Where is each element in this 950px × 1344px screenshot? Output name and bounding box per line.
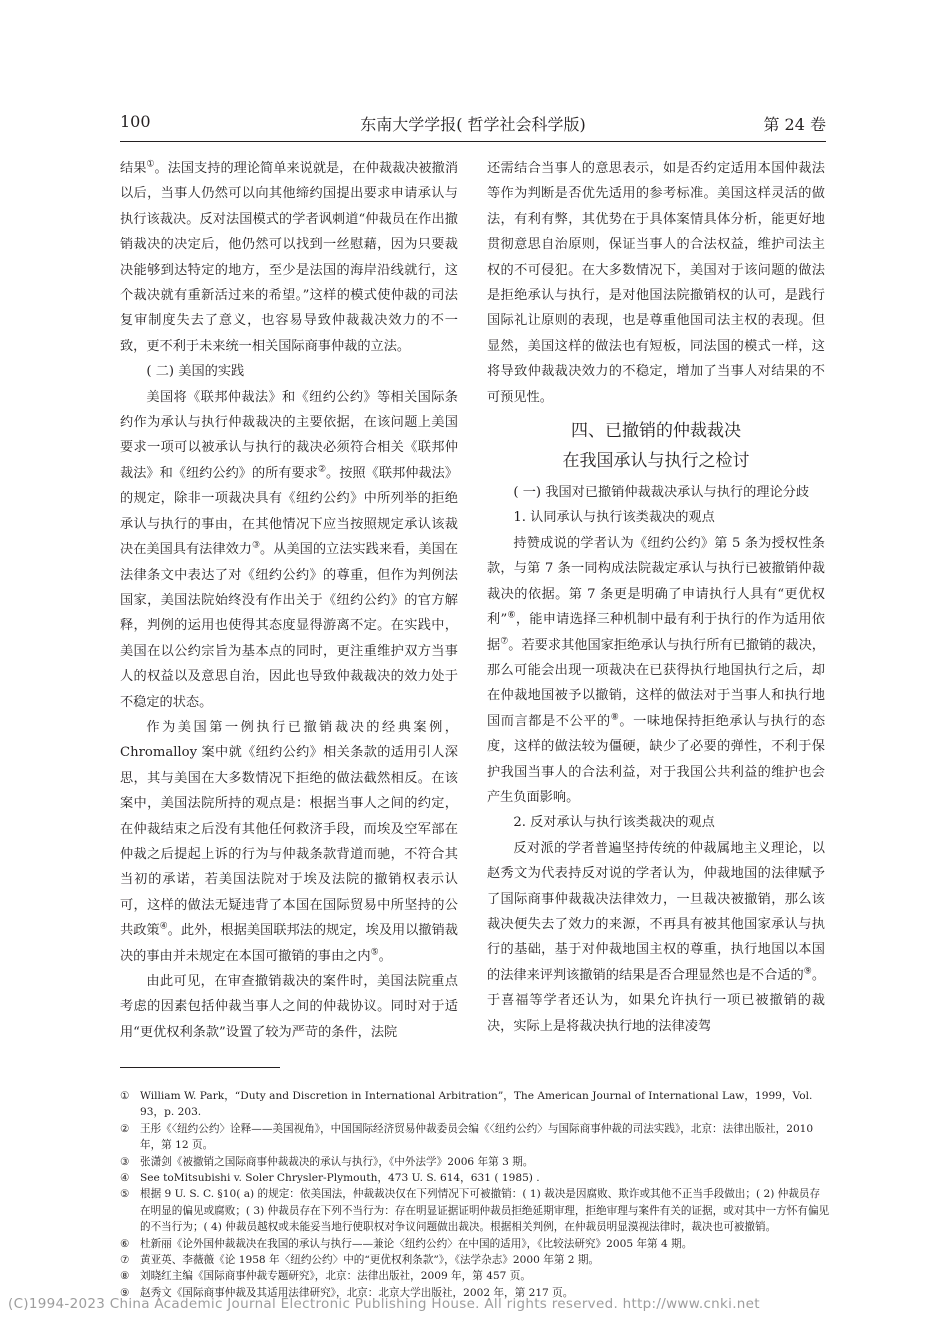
paragraph bbox=[487, 156, 825, 410]
footnote-item bbox=[120, 1154, 830, 1170]
section-title-line: 四、已撤销的仲裁裁决 bbox=[571, 421, 741, 442]
left-column bbox=[120, 156, 458, 1045]
right-column bbox=[487, 156, 825, 1039]
paragraph-text: ( 一) 我国对已撤销仲裁裁决承认与执行的理论分歧 bbox=[513, 485, 809, 501]
footnote-item bbox=[120, 1236, 830, 1252]
footnote-item bbox=[120, 1252, 830, 1268]
footnote-mark: ⑤ bbox=[120, 1188, 130, 1201]
footnote-mark: ⑧ bbox=[120, 1270, 130, 1283]
paragraph bbox=[120, 359, 458, 384]
footnote-text: 杜新丽《论外国仲裁裁决在我国的承认与执行——兼论〈纽约公约〉在中国的适用》，《比较法研究》2005 年第 4 期。 bbox=[140, 1237, 693, 1250]
section-title-line: 在我国承认与执行之检讨 bbox=[562, 451, 750, 472]
paragraph-text: 持赞成说的学者认为《纽约公约》第 5 条为授权性条款，与第 7 条一同构成法院裁定承认与执行已被撤销仲裁裁决的依据。第 7 条更是明确了申请执行人具有“更优权利” bbox=[487, 535, 825, 628]
footnote-mark: ① bbox=[120, 1090, 130, 1102]
paragraph bbox=[120, 385, 458, 715]
footnote-ref: ⑥ bbox=[507, 610, 516, 621]
paragraph-text: 结果 bbox=[120, 161, 147, 176]
paragraph bbox=[120, 156, 458, 359]
footnote-mark: ⑥ bbox=[120, 1237, 130, 1250]
footnote-mark: ③ bbox=[120, 1155, 130, 1168]
footnote-text: William W. Park，“Duty and Discretion in International Arbitration”，The American Journal of International Law，1999，Vol. 93，p. 203. bbox=[140, 1090, 813, 1119]
paragraph-text: 。若要求其他国家拒绝承认与执行所有已撤销的裁决，那么可能会出现一项裁决在已获得执行地国执行之后，却在仲裁地国被予以撤销，这样的做法对于当事人和执行地国而言都是不公平的 bbox=[487, 637, 825, 729]
footnote-text: 刘晓红主编《国际商事仲裁专题研究》，北京：法律出版社，2009 年，第 457 页。 bbox=[140, 1270, 531, 1283]
paragraph-text: 。从美国的立法实践来看，美国在法律条文中表达了对《纽约公约》的尊重，但作为判例法国家，美国法院始终没有作出关于《纽约公约》的官方解释，判例的运用也使得其态度显得游离不定。在实践中，美国在以公约宗旨为基本点的同时，更注重维护双方当事人的权益以及意思自治，因此也导致仲裁裁决的效力处于不稳定的状态。 bbox=[120, 542, 458, 710]
paragraph-text: 反对派的学者普遍坚持传统的仲裁属地主义理论，以赵秀文为代表持反对说的学者认为，仲裁地国的法律赋予了国际商事仲裁裁决法律效力，一旦裁决被撤销，那么该裁决便失去了效力的来源，不再具有被其他国家承认与执行的基础，基于对仲裁地国主权的尊重，执行地国以本国的法律来评判该撤销的结果是否合理显然也是不合适的 bbox=[487, 840, 825, 983]
footnote-text: 根据 9 U. S. C. §10( a) 的规定：依美国法，仲裁裁决仅在下列情况下可被撤销：( 1) 裁决是因腐败、欺诈或其他不正当手段做出；( 2) 仲裁员存在明显的偏见或腐败；( 3) 仲裁员存在下列不当行为：存在明显证据证明仲裁员拒绝延期审理，拒绝审理与案件有关的证据，或对其中一方怀有偏见的不当行为；( 4) 仲裁员越权或未能妥当地行使职权对争议问题做出裁决。根据相关判例，在仲裁员明显漠视法律时，裁决也可被撤销。 bbox=[140, 1188, 830, 1234]
footnotes bbox=[120, 1088, 830, 1301]
paragraph-text: 。 bbox=[378, 948, 392, 964]
paragraph-text: 由此可见，在审查撤销裁决的案件时，美国法院重点考虑的因素包括仲裁当事人之间的仲裁协议。同时对于适用“更优权利条款”设置了较为严苛的条件，法院 bbox=[120, 974, 458, 1040]
footnote-text: 王彤《〈纽约公约〉诠释——美国视角》，中国国际经济贸易仲裁委员会编《〈纽约公约〉与国际商事仲裁的司法实践》，北京：法律出版社，2010 年，第 12 页。 bbox=[140, 1122, 814, 1152]
footnote-ref: ③ bbox=[251, 540, 261, 551]
copyright-notice: (C)1994-2023 China Academic Journal Electronic Publishing House. All rights reserved. http://www.cnki.net bbox=[8, 1296, 760, 1312]
paragraph-text: 1. 认同承认与执行该类裁决的观点 bbox=[513, 510, 715, 526]
paragraph bbox=[487, 480, 825, 505]
footnote-text: 张潇剑《被撤销之国际商事仲裁裁决的承认与执行》，《中外法学》2006 年第 3 期。 bbox=[140, 1155, 534, 1168]
footnote-ref: ④ bbox=[159, 921, 168, 932]
journal-title: 东南大学学报( 哲学社会科学版) bbox=[360, 115, 586, 134]
paragraph bbox=[487, 531, 825, 810]
paragraph-text: 。法国支持的理论简单来说就是，在仲裁裁决被撤消以后，当事人仍然可以向其他缔约国提出要求申请承认与执行该裁决。反对法国模式的学者讽刺道“仲裁员在作出撤销裁决的决定后，他仍然可以找到一丝慰藉，因为只要裁决能够到达特定的地方，至少是法国的海岸沿线就行，这个裁决就有重新活过来的希望。”这样的模式使仲裁的司法复审制度失去了意义，也容易导致仲裁裁决效力的不一致，更不利于未来统一相关国际商事仲裁的立法。 bbox=[120, 161, 459, 354]
paragraph-text: 。于喜福等学者还认为，如果允许执行一项已被撤销的裁决，实际上是将裁决执行地的法律凌驾 bbox=[487, 967, 825, 1034]
paragraph-text: 。按照《联邦仲裁法》的规定，除非一项裁决具有《纽约公约》中所列举的拒绝承认与执行的事由，在其他情况下应当按照规定承认该裁决在美国具有法律效力 bbox=[120, 465, 458, 558]
footnote-ref: ⑧ bbox=[610, 712, 620, 723]
volume-number: 第 24 卷 bbox=[763, 115, 826, 134]
paragraph bbox=[120, 969, 458, 1045]
paragraph-text: 2. 反对承认与执行该类裁决的观点 bbox=[513, 815, 715, 831]
footnote-mark: ⑦ bbox=[120, 1254, 130, 1267]
paragraph bbox=[120, 715, 458, 969]
paragraph-text: ( 二) 美国的实践 bbox=[146, 364, 245, 380]
paragraph-text: 还需结合当事人的意思表示，如是否约定适用本国仲裁法等作为判断是否优先适用的参考标准。美国这样灵活的做法，有利有弊，其优势在于具体案情具体分析，能更好地贯彻意思自治原则，保证当事人的合法权益，维护司法主权的不可侵犯。在大多数情况下，美国对于该问题的做法是拒绝承认与执行，是对他国法院撤销权的认可，是践行国际礼让原则的表现，也是尊重他国司法主权的表现。但显然，美国这样的做法也有短板，同法国的模式一样，这将导致仲裁裁决效力的不稳定，增加了当事人对结果的不可预见性。 bbox=[487, 161, 825, 405]
running-header bbox=[120, 112, 826, 136]
footnote-mark: ④ bbox=[120, 1172, 130, 1185]
paragraph-text: 美国将《联邦仲裁法》和《纽约公约》等相关国际条约作为承认与执行仲裁裁决的主要依据，在该问题上美国要求一项可以被承认与执行的裁决必须符合相关《联邦仲裁法》和《纽约公约》的所有要求 bbox=[120, 389, 458, 481]
footnote-ref: ② bbox=[317, 464, 327, 475]
footnote-rule bbox=[120, 1067, 280, 1068]
footnote-ref: ⑨ bbox=[803, 966, 812, 977]
paragraph-text: 。一味地保持拒绝承认与执行的态度，这样的做法较为僵硬，缺少了必要的弹性，不利于保护我国当事人的合法利益，对于我国公共利益的维护也会产生负面影响。 bbox=[487, 713, 826, 805]
footnote-mark: ② bbox=[120, 1122, 130, 1135]
footnote-text: 赵秀文《国际商事仲裁及其适用法律研究》，北京：北京大学出版社，2002 年，第 217 页。 bbox=[140, 1286, 574, 1299]
footnote-item bbox=[120, 1186, 830, 1235]
paragraph bbox=[487, 505, 825, 530]
footnote-text: See toMitsubishi v. Soler Chrysler-Plymouth，473 U. S. 614，631 ( 1985) . bbox=[140, 1172, 540, 1185]
paragraph bbox=[487, 810, 825, 835]
footnote-mark: ⑨ bbox=[120, 1286, 130, 1299]
footnote-item bbox=[120, 1121, 830, 1154]
section-title bbox=[487, 416, 825, 476]
footnote-ref: ⑤ bbox=[370, 947, 379, 958]
paragraph-text: 。此外，根据美国联邦法的规定，埃及用以撤销裁决的事由并未规定在本国可撤销的事由之内 bbox=[120, 923, 458, 964]
footnote-ref: ⑦ bbox=[500, 636, 509, 647]
paragraph-text: 作为美国第一例执行已撤销裁决的经典案例，Chromalloy 案中就《纽约公约》相关条款的适用引人深思，其与美国在大多数情况下拒绝的做法截然相反。在该案中，美国法院所持的观点是：根据当事人之间的约定，在仲裁结束之后没有其他任何救济手段，而埃及空军部在仲裁之后提起上诉的行为与仲裁条款背道而驰，不符合其当初的承诺，若美国法院对于埃及法院的撤销权表示认可，这样的做法无疑违背了本国在国际贸易中所坚持的公共政策 bbox=[120, 719, 458, 939]
footnote-text: 黄亚英、李薇薇《论 1958 年〈纽约公约〉中的“更优权利条款”》，《法学杂志》2000 年第 2 期。 bbox=[140, 1254, 600, 1267]
header-rule bbox=[120, 141, 826, 142]
footnote-item bbox=[120, 1088, 830, 1121]
footnote-item bbox=[120, 1268, 830, 1284]
paragraph-text: ，能申请选择三种机制中最有利于执行的作为适用依据 bbox=[487, 612, 825, 653]
paragraph bbox=[487, 836, 825, 1039]
page-number: 100 bbox=[120, 112, 151, 131]
footnote-ref: ① bbox=[146, 159, 155, 170]
footnote-item bbox=[120, 1170, 830, 1186]
